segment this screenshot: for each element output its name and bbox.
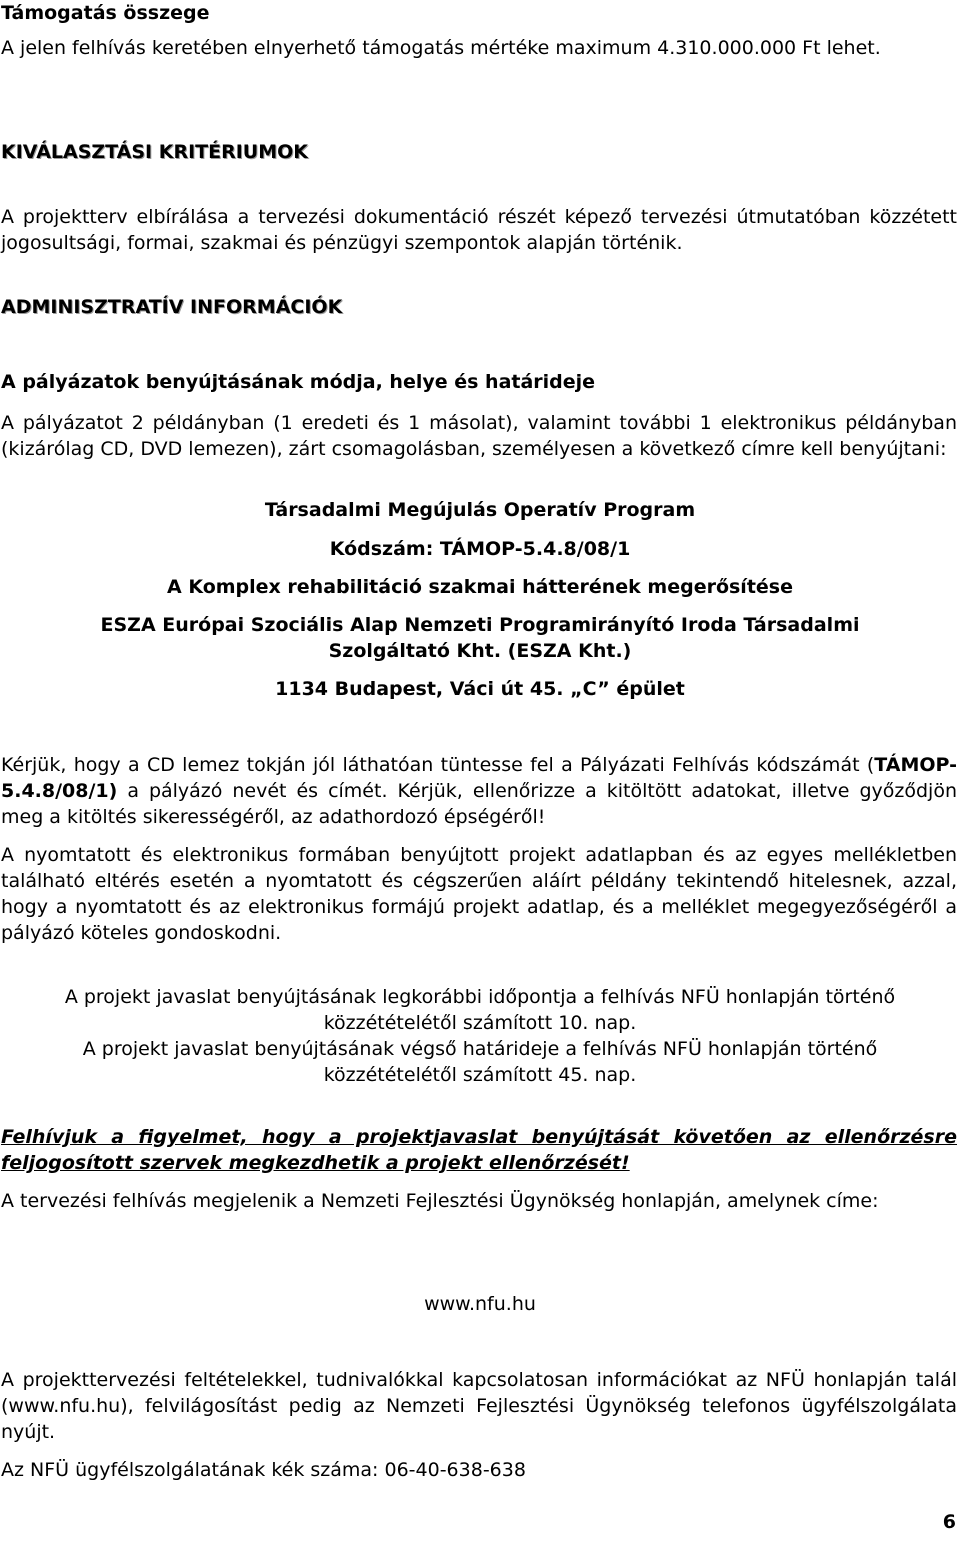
helpline-text: Az NFÜ ügyfélszolgálatának kék száma: 06-40-638-638 [1,1459,526,1481]
deadline-latest-line1: A projekt javaslat benyújtásának végső határideje a felhívás NFÜ honlapján történő [82,1038,878,1060]
page-number: 6 [942,1511,956,1533]
address-program: Társadalmi Megújulás Operatív Program [264,499,696,521]
criteria-text: A projektterv elbírálása a tervezési dokumentáció részét képező tervezési útmutatóban közzétett jogosultsági, formai, szakmai és pénzügyi szempontok alapján történik. [1,206,957,254]
deadline-earliest-line2: közzétételétől számított 10. nap. [323,1012,637,1034]
submission-intro: A pályázatot 2 példányban (1 eredeti és 1 másolat), valamint további 1 elektronikus példányban (kizárólag CD, DVD lemezen), zárt csomagolásban, személyesen a következő címre kell benyújtani: [1,412,957,460]
address-street: 1134 Budapest, Váci út 45. „C” épület [275,678,685,700]
cd-note-part1: Kérjük, hogy a CD lemez tokján jól láthatóan tüntesse fel a Pályázati Felhívás kódszámát ( [1,754,875,776]
address-code: Kódszám: TÁMOP-5.4.8/08/1 [329,538,631,560]
criteria-heading: KIVÁLASZTÁSI KRITÉRIUMOK [1,141,309,163]
control-notice: Felhívjuk a figyelmet, hogy a projektjavaslat benyújtását követően az ellenőrzésre feljogosított szervek megkezdhetik a projekt ellenőrzését! [1,1126,957,1174]
submission-subheading: A pályázatok benyújtásának módja, helye és határideje [1,371,596,393]
address-org-line1: ESZA Európai Szociális Alap Nemzeti Programirányító Iroda Társadalmi [100,614,860,636]
admin-heading: ADMINISZTRATÍV INFORMÁCIÓK [1,296,343,318]
cd-note [1,752,957,830]
deadline-latest-line2: közzétételétől számított 45. nap. [323,1064,637,1086]
support-heading: Támogatás összege [1,2,210,24]
deadline-earliest-line1: A projekt javaslat benyújtásának legkorábbi időpontja a felhívás NFÜ honlapján történő [64,986,896,1008]
address-title: A Komplex rehabilitáció szakmai hátterének megerősítése [167,576,793,598]
discrepancy-text: A nyomtatott és elektronikus formában benyújtott projekt adatlapban és az egyes mellékletben található eltérés esetén a nyomtatott és cégszerűen aláírt példány tekintendő hitelesnek, azzal, hogy a nyomtatott és az elektronikus formájú projekt adatlap, és a melléklet megegyezőségéről a pályázó köteles gondoskodni. [1,844,957,944]
website-url: www.nfu.hu [424,1293,536,1315]
cd-note-code: TÁMOP-5.4.8/08/1) [1,754,957,802]
contact-text: A projekttervezési feltételekkel, tudnivalókkal kapcsolatosan információkat az NFÜ honlapján talál (www.nfu.hu), felvilágosítást pedig az Nemzeti Fejlesztési Ügynökség telefonos ügyfélszolgálata nyújt. [1,1369,957,1443]
address-org-line2: Szolgáltató Kht. (ESZA Kht.) [328,640,632,662]
cd-note-part2: a pályázó nevét és címét. Kérjük, ellenőrizze a kitöltött adatokat, illetve győződjön meg a kitöltés sikerességéről, az adathordozó épségéről! [1,780,957,828]
website-text: A tervezési felhívás megjelenik a Nemzeti Fejlesztési Ügynökség honlapján, amelynek címe: [1,1190,879,1212]
support-text: A jelen felhívás keretében elnyerhető támogatás mértéke maximum 4.310.000.000 Ft lehet. [1,37,881,59]
